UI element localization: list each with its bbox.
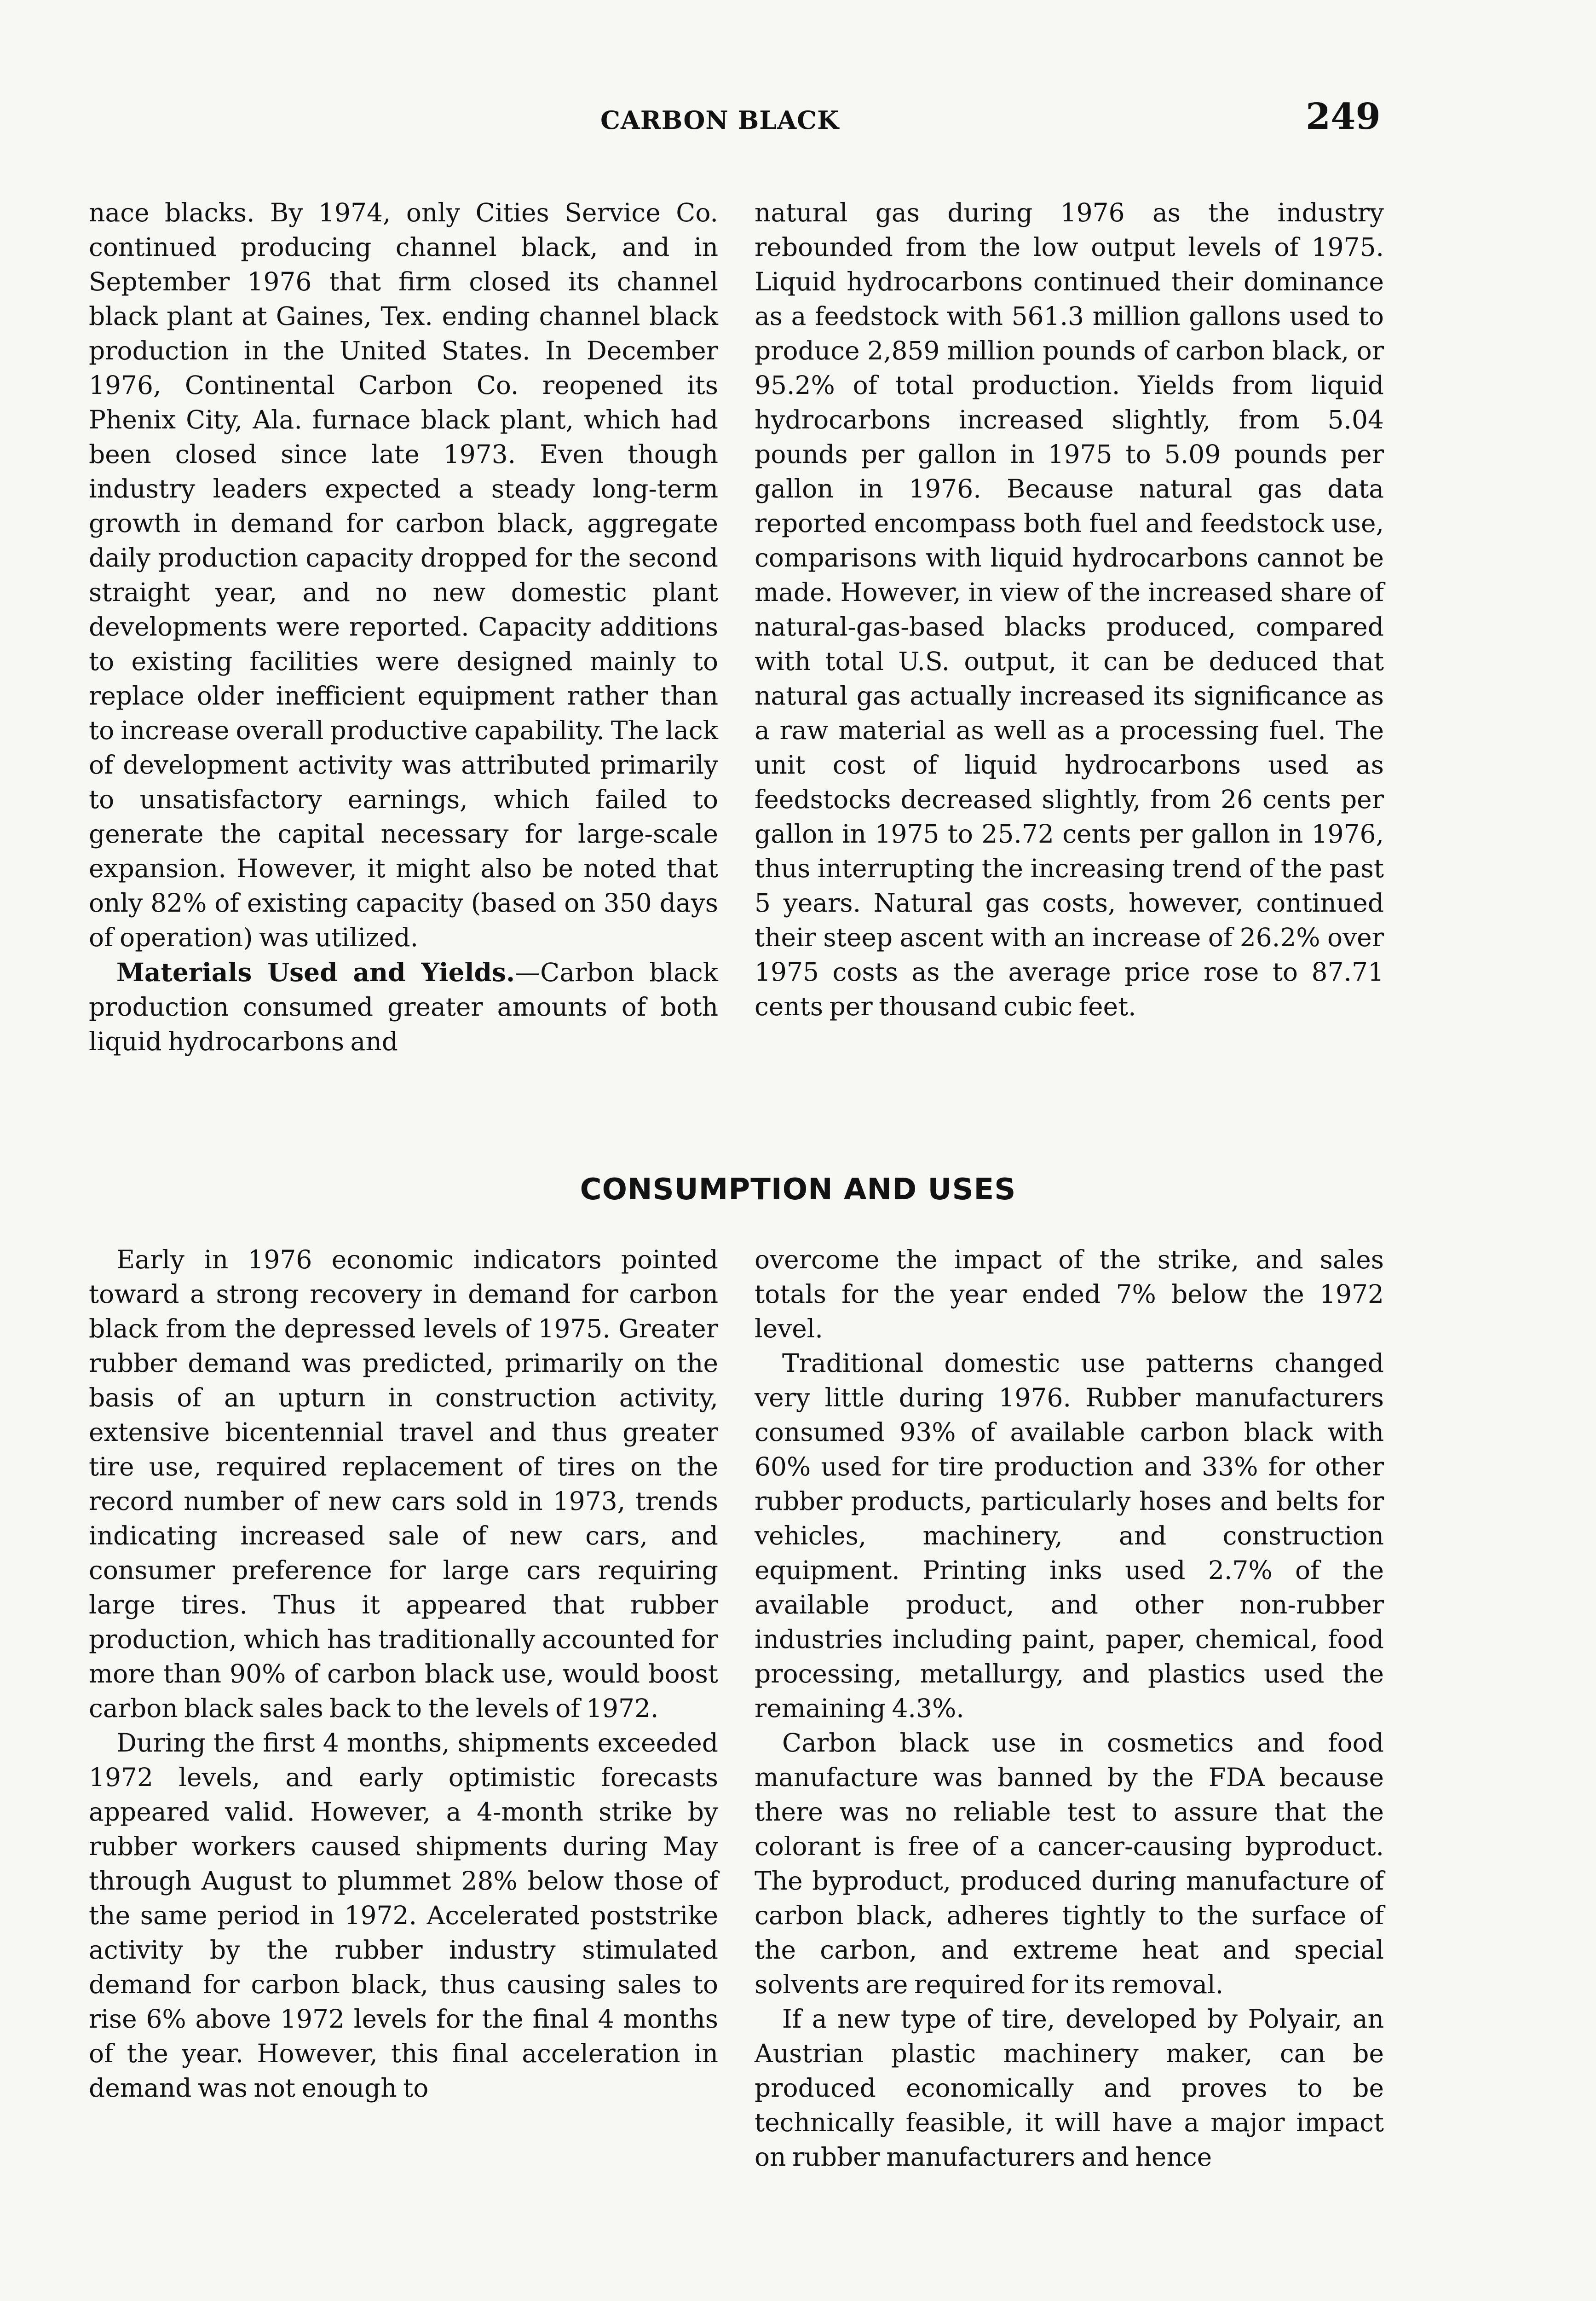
paragraph: overcome the impact of the strike, and sales totals for the year ended 7% below the 1972 level. <box>755 1245 1384 1343</box>
running-title: CARBON BLACK <box>600 105 840 135</box>
running-header <box>0 98 1596 139</box>
paragraph: nace blacks. By 1974, only Cities Service Co. continued producing channel black, and in September 1976 that firm closed its channel black plant at Gaines, Tex. ending channel black production in the United States. In December 1976, Continental Carbon Co. reopened its Phenix City, Ala. furnace black plant, which had been closed since late 1973. Even though industry leaders expected a steady long-term growth in demand for carbon black, aggregate daily production capacity dropped for the second straight year, and no new domestic plant developments were reported. Capacity additions to existing facilities were designed mainly to replace older inefficient equipment rather than to increase overall productive capability. The lack of development activity was attributed primarily to unsatisfactory earnings, which failed to generate the capital necessary for large-scale expansion. However, it might also be noted that only 82% of existing capacity (based on 350 days of operation) was utilized. <box>89 198 718 952</box>
column-right-top <box>755 196 1384 1024</box>
paragraph-text: —Carbon black production consumed greater amounts of both liquid hydrocarbons and <box>89 958 718 1056</box>
column-left-top <box>89 196 718 1059</box>
paragraph: During the first 4 months, shipments exceeded 1972 levels, and early optimistic forecasts appeared valid. However, a 4-month strike by rubber workers caused shipments during May through August to plummet 28% below those of the same period in 1972. Accelerated poststrike activity by the rubber industry stimulated demand for carbon black, thus causing sales to rise 6% above 1972 levels for the final 4 months of the year. However, this final acceleration in demand was not enough to <box>89 1728 718 2103</box>
paragraph: If a new type of tire, developed by Polyair, an Austrian plastic machinery maker, can be produced economically and proves to be technically feasible, it will have a major impact on rubber manufacturers and hence <box>755 2004 1384 2172</box>
paragraph: Traditional domestic use patterns changed very little during 1976. Rubber manufacturers consumed 93% of available carbon black with 60% used for tire production and 33% for other rubber products, particularly hoses and belts for vehicles, machinery, and construction equipment. Printing inks used 2.7% of the available product, and other non-rubber industries including paint, paper, chemical, food processing, metallurgy, and plastics used the remaining 4.3%. <box>755 1348 1384 1723</box>
column-left-bottom <box>89 1243 718 2105</box>
paragraph: natural gas during 1976 as the industry rebounded from the low output levels of 1975. Liquid hydrocarbons continued their dominance as a feedstock with 561.3 million gallons used to produce 2,859 million pounds of carbon black, or 95.2% of total production. Yields from liquid hydrocarbons increased slightly, from 5.04 pounds per gallon in 1975 to 5.09 pounds per gallon in 1976. Because natural gas data reported encompass both fuel and feedstock use, comparisons with liquid hydrocarbons cannot be made. However, in view of the increased share of natural-gas-based blacks produced, compared with total U.S. output, it can be deduced that natural gas actually increased its significance as a raw material as well as a processing fuel. The unit cost of liquid hydrocarbons used as feedstocks decreased slightly, from 26 cents per gallon in 1975 to 25.72 cents per gallon in 1976, thus interrupting the increasing trend of the past 5 years. Natural gas costs, however, continued their steep ascent with an increase of 26.2% over 1975 costs as the average price rose to 87.71 cents per thousand cubic feet. <box>755 198 1384 1021</box>
run-in-heading: Materials Used and Yields. <box>116 957 515 987</box>
section-heading: CONSUMPTION AND USES <box>580 1173 1016 1207</box>
paragraph: Carbon black use in cosmetics and food manufacture was banned by the FDA because there was no reliable test to assure that the colorant is free of a cancer-causing byproduct. The byproduct, produced during manufacture of carbon black, adheres tightly to the surface of the carbon, and extreme heat and special solvents are required for its removal. <box>755 1728 1384 1999</box>
column-right-bottom <box>755 1243 1384 2174</box>
paragraph-materials-used <box>89 955 718 1059</box>
paragraph: Early in 1976 economic indicators pointed toward a strong recovery in demand for carbon black from the depressed levels of 1975. Greater rubber demand was predicted, primarily on the basis of an upturn in construction activity, extensive bicentennial travel and thus greater tire use, required replacement of tires on the record number of new cars sold in 1973, trends indicating increased sale of new cars, and consumer preference for large cars requiring large tires. Thus it appeared that rubber production, which has traditionally accounted for more than 90% of carbon black use, would boost carbon black sales back to the levels of 1972. <box>89 1245 718 1723</box>
page-number: 249 <box>1306 96 1381 138</box>
